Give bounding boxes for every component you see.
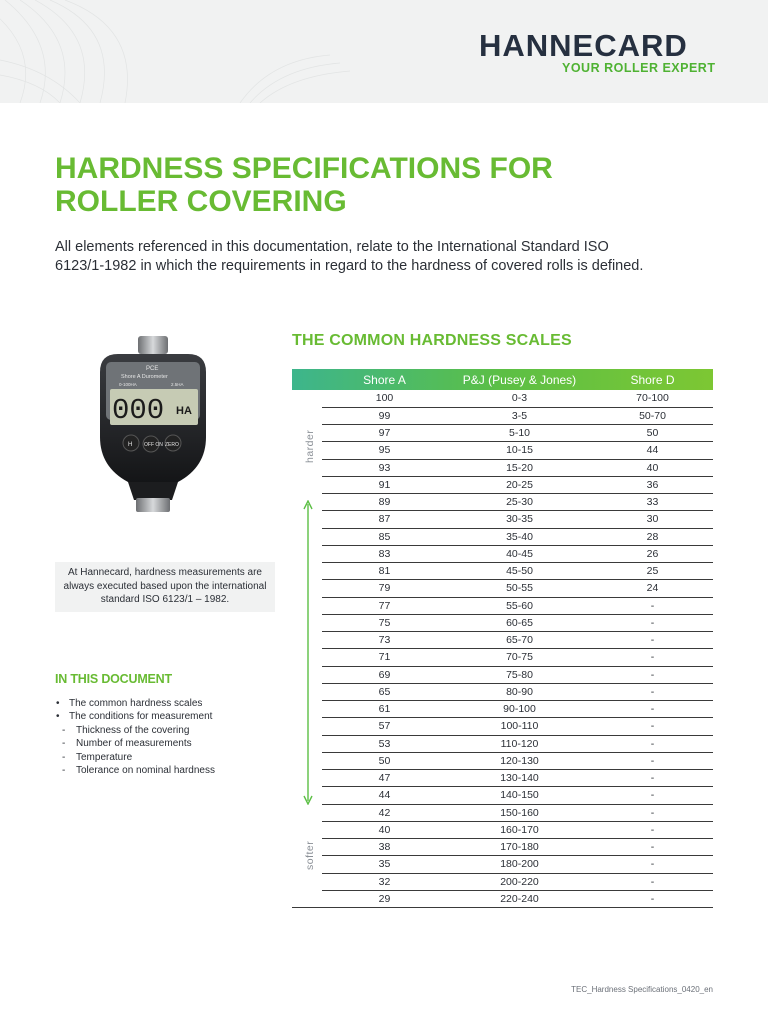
shore-a-cell: 57 [322, 718, 447, 735]
shore-a-cell: 38 [322, 839, 447, 856]
bottom-presser-foot [136, 498, 170, 512]
pusey-jones-cell: 50-55 [447, 580, 592, 597]
column-header-shore-d: Shore D [630, 372, 675, 387]
harder-label: harder [304, 429, 316, 463]
pusey-jones-cell: 180-200 [447, 856, 592, 873]
device-model-label: Shore A Durometer [121, 374, 168, 380]
shore-a-cell: 100 [322, 390, 447, 407]
pusey-jones-cell: 160-170 [447, 821, 592, 838]
shore-d-cell: 24 [592, 580, 713, 597]
shore-d-cell: - [592, 821, 713, 838]
device-brand-label: PCE [146, 366, 159, 372]
shore-a-cell: 53 [322, 735, 447, 752]
shore-a-cell: 81 [322, 563, 447, 580]
pusey-jones-cell: 220-240 [447, 890, 592, 907]
in-this-document-list [55, 697, 215, 777]
shore-a-cell: 32 [322, 873, 447, 890]
pusey-jones-cell: 140-150 [447, 787, 592, 804]
column-header-pusey-jones: P&J (Pusey & Jones) [462, 372, 577, 387]
table-row [292, 787, 713, 804]
table-row [292, 873, 713, 890]
pusey-jones-cell: 90-100 [447, 701, 592, 718]
shore-d-cell: - [592, 614, 713, 631]
shore-a-cell: 91 [322, 476, 447, 493]
pusey-jones-cell: 25-30 [447, 494, 592, 511]
shore-a-cell: 89 [322, 494, 447, 511]
measurement-note: At Hannecard, hardness measurements are always executed based upon the international standard ISO 6123/1 – 1982. [55, 562, 275, 612]
shore-d-cell: - [592, 666, 713, 683]
table-body [292, 390, 713, 908]
pusey-jones-cell: 20-25 [447, 476, 592, 493]
document-code: TEC_Hardness Specifications_0420_en [571, 985, 713, 994]
row-spacer-cell [292, 390, 322, 407]
intro-paragraph: All elements referenced in this documentation, relate to the International Standard ISO 6123/1-1982 in which the requirements in regard to the hardness of covered rolls is defined. [55, 239, 644, 274]
row-spacer-cell [292, 407, 322, 424]
shore-d-cell: - [592, 770, 713, 787]
table-row [292, 804, 713, 821]
shore-a-cell: 87 [322, 511, 447, 528]
shore-a-cell: 79 [322, 580, 447, 597]
top-knob [138, 336, 168, 354]
pusey-jones-cell: 120-130 [447, 752, 592, 769]
table-row [292, 614, 713, 631]
shore-a-cell: 75 [322, 614, 447, 631]
toc-item-tolerance-nominal-hardness: - Tolerance on nominal hardness [55, 764, 215, 777]
pusey-jones-cell: 200-220 [447, 873, 592, 890]
page-title: HARDNESS SPECIFICATIONS FOR ROLLER COVERING [55, 152, 553, 218]
shore-a-cell: 85 [322, 528, 447, 545]
pusey-jones-cell: 15-20 [447, 459, 592, 476]
row-spacer-cell [292, 873, 322, 890]
pusey-jones-cell: 10-15 [447, 442, 592, 459]
shore-a-cell: 29 [322, 890, 447, 907]
table-row [292, 563, 713, 580]
shore-d-cell: - [592, 856, 713, 873]
shore-a-cell: 42 [322, 804, 447, 821]
hardness-scales-table [292, 369, 713, 908]
pusey-jones-cell: 0-3 [447, 390, 592, 407]
pusey-jones-cell: 170-180 [447, 839, 592, 856]
shore-a-cell: 97 [322, 425, 447, 442]
pusey-jones-cell: 100-110 [447, 718, 592, 735]
brand-logo [479, 28, 719, 75]
toc-item-temperature: - Temperature [55, 751, 215, 764]
table-row [292, 666, 713, 683]
table-row [292, 528, 713, 545]
table-row [292, 632, 713, 649]
lcd-unit: HA [176, 405, 192, 417]
table-row [292, 390, 713, 407]
table-row [292, 890, 713, 907]
lcd-digits: 000 [112, 394, 165, 427]
pusey-jones-cell: 110-120 [447, 735, 592, 752]
table-header-spacer [292, 369, 322, 390]
device-button-h-label: H [128, 442, 133, 448]
device-button-on-off-label: OFF ON [144, 442, 163, 448]
pusey-jones-cell: 65-70 [447, 632, 592, 649]
shore-d-cell: - [592, 683, 713, 700]
in-this-document-heading: IN THIS DOCUMENT [55, 672, 172, 686]
row-spacer-cell [292, 804, 322, 821]
shore-d-cell: 30 [592, 511, 713, 528]
shore-d-cell: 28 [592, 528, 713, 545]
table-row [292, 821, 713, 838]
shore-a-cell: 35 [322, 856, 447, 873]
table-row [292, 459, 713, 476]
shore-a-cell: 93 [322, 459, 447, 476]
pusey-jones-cell: 40-45 [447, 545, 592, 562]
shore-a-cell: 77 [322, 597, 447, 614]
pusey-jones-cell: 75-80 [447, 666, 592, 683]
table-row [292, 545, 713, 562]
table-row [292, 683, 713, 700]
shore-d-cell: - [592, 890, 713, 907]
shore-d-cell: 44 [592, 442, 713, 459]
shore-d-cell: - [592, 649, 713, 666]
shore-a-cell: 83 [322, 545, 447, 562]
pusey-jones-cell: 150-160 [447, 804, 592, 821]
shore-d-cell: - [592, 718, 713, 735]
pusey-jones-cell: 35-40 [447, 528, 592, 545]
shore-a-cell: 40 [322, 821, 447, 838]
brand-tagline: YOUR ROLLER EXPERT [562, 61, 716, 75]
shore-d-cell: 25 [592, 563, 713, 580]
shore-d-cell: 36 [592, 476, 713, 493]
table-row [292, 649, 713, 666]
shore-d-cell: 33 [592, 494, 713, 511]
toc-item-number-of-measurements: - Number of measurements [55, 737, 215, 750]
shore-a-cell: 50 [322, 752, 447, 769]
toc-item-common-hardness-scales: • The common hardness scales [55, 697, 215, 710]
shore-d-cell: - [592, 597, 713, 614]
column-header-shore-a: Shore A [363, 372, 406, 387]
table-row [292, 494, 713, 511]
table-row [292, 770, 713, 787]
row-spacer-cell [292, 890, 322, 907]
shore-d-cell: 70-100 [592, 390, 713, 407]
shore-d-cell: 50 [592, 425, 713, 442]
pusey-jones-cell: 80-90 [447, 683, 592, 700]
shore-a-cell: 73 [322, 632, 447, 649]
table-row [292, 856, 713, 873]
table-row [292, 580, 713, 597]
table-row [292, 442, 713, 459]
header-band [0, 0, 768, 103]
toc-item-conditions-for-measurement: • The conditions for measurement [55, 710, 215, 723]
shore-d-cell: 40 [592, 459, 713, 476]
table-row [292, 597, 713, 614]
table-row [292, 839, 713, 856]
pusey-jones-cell: 130-140 [447, 770, 592, 787]
shore-d-cell: - [592, 701, 713, 718]
shore-d-cell: - [592, 735, 713, 752]
pusey-jones-cell: 30-35 [447, 511, 592, 528]
pusey-jones-cell: 5-10 [447, 425, 592, 442]
shore-d-cell: - [592, 804, 713, 821]
shore-a-cell: 69 [322, 666, 447, 683]
pusey-jones-cell: 45-50 [447, 563, 592, 580]
shore-durometer-image [88, 332, 218, 517]
table-row [292, 425, 713, 442]
table-row [292, 407, 713, 424]
pusey-jones-cell: 70-75 [447, 649, 592, 666]
shore-d-cell: - [592, 632, 713, 649]
table-header-row [292, 369, 713, 390]
table-row [292, 701, 713, 718]
table-row [292, 752, 713, 769]
device-precision-label: 2.5HA [171, 382, 184, 387]
pusey-jones-cell: 55-60 [447, 597, 592, 614]
softer-label: softer [304, 840, 316, 870]
pusey-jones-cell: 3-5 [447, 407, 592, 424]
toc-item-thickness-of-covering: - Thickness of the covering [55, 724, 215, 737]
shore-a-cell: 61 [322, 701, 447, 718]
shore-d-cell: - [592, 839, 713, 856]
shore-a-cell: 99 [322, 407, 447, 424]
shore-d-cell: - [592, 787, 713, 804]
shore-d-cell: 26 [592, 545, 713, 562]
shore-a-cell: 95 [322, 442, 447, 459]
table-row [292, 511, 713, 528]
shore-d-cell: - [592, 873, 713, 890]
hardness-scales-heading: THE COMMON HARDNESS SCALES [292, 332, 572, 349]
device-range-label: 0-100HA [119, 382, 137, 387]
shore-a-cell: 44 [322, 787, 447, 804]
row-spacer-cell [292, 476, 322, 493]
brand-name: HANNECARD [479, 28, 688, 63]
shore-d-cell: 50-70 [592, 407, 713, 424]
device-button-zero-label: ZERO [165, 442, 179, 448]
table-row [292, 735, 713, 752]
pusey-jones-cell: 60-65 [447, 614, 592, 631]
shore-a-cell: 65 [322, 683, 447, 700]
row-spacer-cell [292, 821, 322, 838]
shore-a-cell: 47 [322, 770, 447, 787]
table-row [292, 476, 713, 493]
hardness-direction-arrow [300, 500, 316, 805]
shore-d-cell: - [592, 752, 713, 769]
table-row [292, 718, 713, 735]
shore-a-cell: 71 [322, 649, 447, 666]
